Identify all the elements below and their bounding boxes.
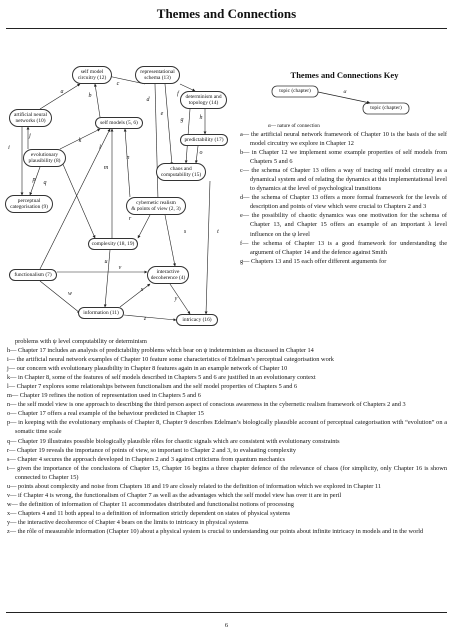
- edge-label-a: a: [60, 89, 64, 95]
- connection-o: o— Chapter 17 offers a real example of the behaviour predicted in Chapter 15: [7, 410, 204, 418]
- connection-r: r— Chapter 19 reveals the importance of points of view, so important to Chapter 2 and 3, to evaluating complexity: [7, 446, 297, 454]
- connection-n: n— the self model view is one approach to describing the third person aspect of conscious awareness in the cybernetic realism framework of Chapters 2 and 3: [7, 401, 406, 409]
- edge-label-c: c: [116, 81, 120, 87]
- edge-label-u: u: [104, 259, 108, 265]
- edge-label-f: f: [177, 91, 179, 97]
- key-caption: α— nature of connection: [268, 123, 320, 129]
- connection-s: s— Chapter 4 secures the approach developed in Chapters 2 and 3 against criticisms from quantum mechanics: [7, 455, 286, 463]
- connection-w: w— the definition of information of Chapter 11 accommodates distributed and functionalist notions of processing: [7, 500, 294, 508]
- edge-label-p: p: [32, 177, 36, 183]
- edge-label-y: y: [174, 296, 178, 302]
- connection-i: i— the artificial neural network examples of Chapter 10 feature some characteristics of Edelman’s perceptual categorisation work: [7, 356, 334, 364]
- edge-label-i: i: [8, 145, 10, 151]
- connection-m: m— Chapter 19 refines the notion of representation used in Chapters 5 and 6: [7, 392, 201, 400]
- edge-label-q: q: [43, 180, 47, 186]
- page-title: Themes and Connections: [156, 6, 297, 21]
- node-determinism-topology: determinism and topology (14): [180, 91, 227, 109]
- node-predictability: predictability (17): [180, 134, 228, 146]
- node-intricacy: intricacy (16): [176, 314, 218, 326]
- edge-label-o: o: [199, 150, 203, 156]
- connection-x: x— Chapters 4 and 11 both appeal to a definition of information strictly dependent on states of physical systems: [7, 509, 291, 517]
- connection-b: b— in Chapter 12 we implement some example properties of self models from Chapters 5 and 6: [240, 149, 447, 166]
- key-title: Themes and Connections Key: [290, 70, 399, 80]
- connection-f: f— the schema of Chapter 13 is a good framework for understanding the argument of Chapter 14 and the defence against Smith: [240, 239, 447, 256]
- node-self-models: self models (5, 6): [95, 117, 143, 129]
- connection-k: k— in Chapter 8, some of the features of self models described in Chapters 5 and 6 are justified in an evolutionary context: [7, 374, 316, 382]
- bottom-rule: [6, 612, 447, 613]
- edge-label-e: e: [160, 111, 164, 117]
- node-chaos-computability: chaos and computability (15): [156, 163, 206, 181]
- node-functionalism: functionalism (7): [9, 269, 57, 281]
- connection-y: y— the interactive decoherence of Chapter 4 bears on the limits to intricacy in physical systems: [7, 518, 249, 526]
- edge-label-j: j: [29, 133, 31, 139]
- edge-label-x: x: [140, 287, 144, 293]
- key-connection-symbol: α: [343, 89, 347, 95]
- node-interactive-decoherence: interactive decoherence (4): [147, 266, 189, 284]
- node-cybernetic-realism: cybernetic realism & points of view (2, 3): [126, 197, 186, 215]
- connection-g: g— Chapters 13 and 15 each offer different arguments for: [240, 257, 387, 265]
- connection-e: e— the possibility of chaotic dynamics was one motivation for the schema of Chapter 13, and Chapter 15 offers an example of an important λ level influence on the ψ level: [240, 212, 447, 238]
- edge-label-b: b: [88, 93, 92, 99]
- connection-j: j— our concern with evolutionary plausibility in Chapter 8 features again in an example network of Chapter 10: [7, 365, 288, 373]
- node-representational-schema: representational schema (13): [135, 66, 180, 84]
- connection-a: a— the artificial neural network framework of Chapter 10 is the basis of the self model circuitry we explore in Chapter 12: [240, 131, 447, 148]
- key-list: [240, 130, 447, 266]
- connection-d: d— the schema of Chapter 13 offers a more formal framework for the levels of description and points of view which were crucial to Chapters 2 and 3: [240, 194, 447, 211]
- edge-label-t: t: [217, 229, 219, 235]
- edge-label-r: r: [128, 216, 132, 222]
- edge-label-z: z: [143, 316, 147, 322]
- connection-h: h— Chapter 17 includes an analysis of predictability problems which bear on ψ indeterminism as discussed in Chapter 14: [7, 347, 314, 355]
- node-information: information (11): [78, 307, 124, 319]
- node-perceptual-categorisation: perceptual categorisation (9): [5, 195, 53, 213]
- connection-g-continuation: problems with ψ level computability or determinism: [15, 338, 147, 345]
- edge-label-v: v: [118, 265, 122, 271]
- connection-p: p— in keeping with the evolutionary emphasis of Chapter 8, Chapter 9 describes Edelman’s biologically plausible account of perceptual categorisation with “evolution” on a somatic time scale: [7, 419, 447, 436]
- key-topic-right: topic (chapter): [370, 105, 402, 112]
- edge-label-g: g: [180, 117, 184, 123]
- connection-u: u— points about complexity and noise from Chapters 18 and 19 are closely related to the definition of information which we explored in Chapter 11: [7, 482, 381, 490]
- edge-label-w: w: [67, 291, 73, 297]
- page-number: 6: [224, 622, 229, 629]
- key-topic-left: topic (chapter): [279, 88, 311, 95]
- connection-q: q— Chapter 19 illustrates possible biologically plausible rôles for chaotic signals which are consistent with evolutionary constraints: [7, 437, 340, 445]
- node-evolutionary-plausibility: evolutionary plausibility (8): [23, 149, 66, 167]
- edge-label-d: d: [146, 97, 150, 103]
- connection-l: l— Chapter 7 explores some relationships between functionalism and the self model properties of Chapters 5 and 6: [7, 383, 298, 391]
- connection-c: c— the schema of Chapter 13 offers a way of tracing self model circuitry as a dynamical system and of relating the dynamics at this implementational level to dynamics at the level of psychological transitions: [240, 167, 447, 193]
- connection-t: t— given the importance of the conclusions of Chapter 15, Chapter 16 begins a three chapter defence of the relevance of chaos (for simplicity, only Chapter 16 is shown connected to Chapter 15): [7, 464, 447, 481]
- edge-label-s: s: [183, 229, 187, 235]
- node-artificial-neural-networks: artificial neural networks (10): [9, 109, 52, 127]
- node-self-model-circuitry: self model circuitry (12): [72, 66, 112, 84]
- connections-list: [7, 337, 447, 536]
- edge-label-l: l: [99, 145, 101, 151]
- edge-label-n: n: [126, 155, 130, 161]
- edge-label-h: h: [199, 115, 203, 121]
- edge-label-m: m: [103, 165, 109, 171]
- connection-z: z— the rôle of measurable information (Chapter 10) about a physical system is crucial to understanding our points about infinite intricacy in models and in the world: [7, 527, 424, 535]
- connection-v: v— if Chapter 4 is wrong, the functionalism of Chapter 7 as well as the advantages which the self model view has over it are in peril: [7, 491, 342, 499]
- node-complexity: complexity (18, 19): [88, 238, 138, 250]
- edge-label-k: k: [78, 138, 82, 144]
